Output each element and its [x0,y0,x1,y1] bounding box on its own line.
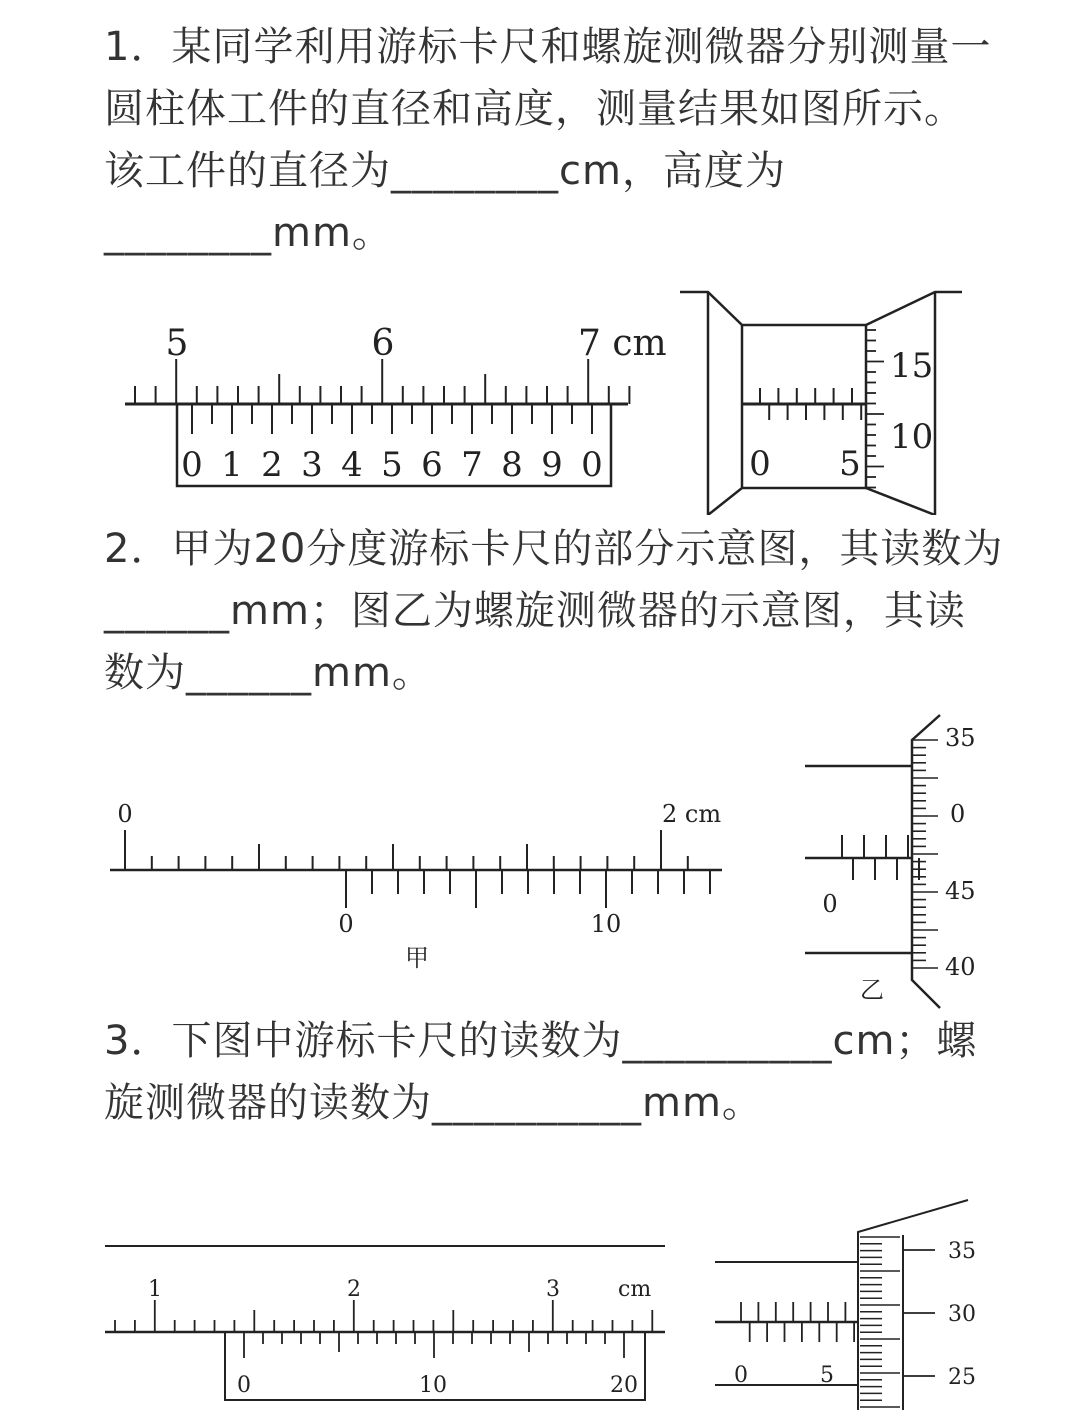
main-scale-label: cm [618,1277,652,1302]
vernier-label: 10 [419,1373,447,1398]
vernier-label: 0 [338,910,354,938]
vernier-label: 4 [341,445,363,485]
question-2-text: 2．甲为20分度游标卡尺的部分示意图，其读数为______mm；图乙为螺旋测微器的示意图，其读数为______mm。 [104,526,1004,696]
vernier-label: 6 [421,445,443,485]
thimble-label: 25 [948,1365,976,1390]
thimble-label: 40 [945,953,976,981]
vernier-label: 10 [590,910,622,938]
thimble-label: 30 [948,1302,976,1327]
vernier-label: 7 [461,445,483,485]
sleeve-label: 0 [734,1363,748,1388]
vernier-label: 3 [301,445,323,485]
main-scale-label: 0 [117,800,133,828]
sleeve-label: 0 [822,890,838,918]
figure-1 [0,285,1080,515]
main-scale-label: 3 [546,1277,560,1302]
vernier-label: 0 [237,1373,251,1398]
vernier-label: 0 [181,445,203,485]
sleeve-label: 0 [749,444,771,484]
q3-vernier-caliper [105,1246,665,1400]
main-scale-label: 6 [371,323,395,364]
sleeve-label: 5 [820,1363,834,1388]
question-1-text: 1．某同学利用游标卡尺和螺旋测微器分别测量一圆柱体工件的直径和高度，测量结果如图所示。该工件的直径为________cm，高度为________mm。 [104,24,992,256]
vernier-label: 20 [610,1373,638,1398]
main-scale-label: 1 [148,1277,162,1302]
main-scale-label: 2 [347,1277,361,1302]
q2-micrometer [805,715,976,1008]
main-scale-label: 5 [165,323,189,364]
q3-micrometer [715,1200,976,1410]
q2-vernier-caliper [110,800,722,972]
thimble-label: 35 [948,1239,976,1264]
vernier-label: 5 [381,445,403,485]
q1-vernier-caliper [125,323,667,486]
main-scale-label: 7 cm [578,323,667,364]
figure-caption: 乙 [860,976,884,1004]
thimble-label: 0 [950,800,966,828]
main-scale-label: 2 cm [662,800,722,828]
thimble-label: 45 [945,877,976,905]
figure-3 [0,1195,1080,1410]
figure-2 [0,705,1080,1015]
vernier-label: 0 [581,445,603,485]
question-3-text: 3．下图中游标卡尺的读数为__________cm；螺旋测微器的读数为__________mm。 [104,1018,978,1126]
vernier-label: 1 [221,445,243,485]
thimble-label: 15 [890,346,934,386]
thimble-label: 10 [890,417,934,457]
vernier-label: 2 [261,445,283,485]
q1-micrometer [680,292,962,515]
figure-caption: 甲 [405,944,429,972]
sleeve-label: 5 [839,444,861,484]
thimble-label: 35 [945,724,976,752]
vernier-label: 8 [501,445,523,485]
vernier-label: 9 [541,445,563,485]
